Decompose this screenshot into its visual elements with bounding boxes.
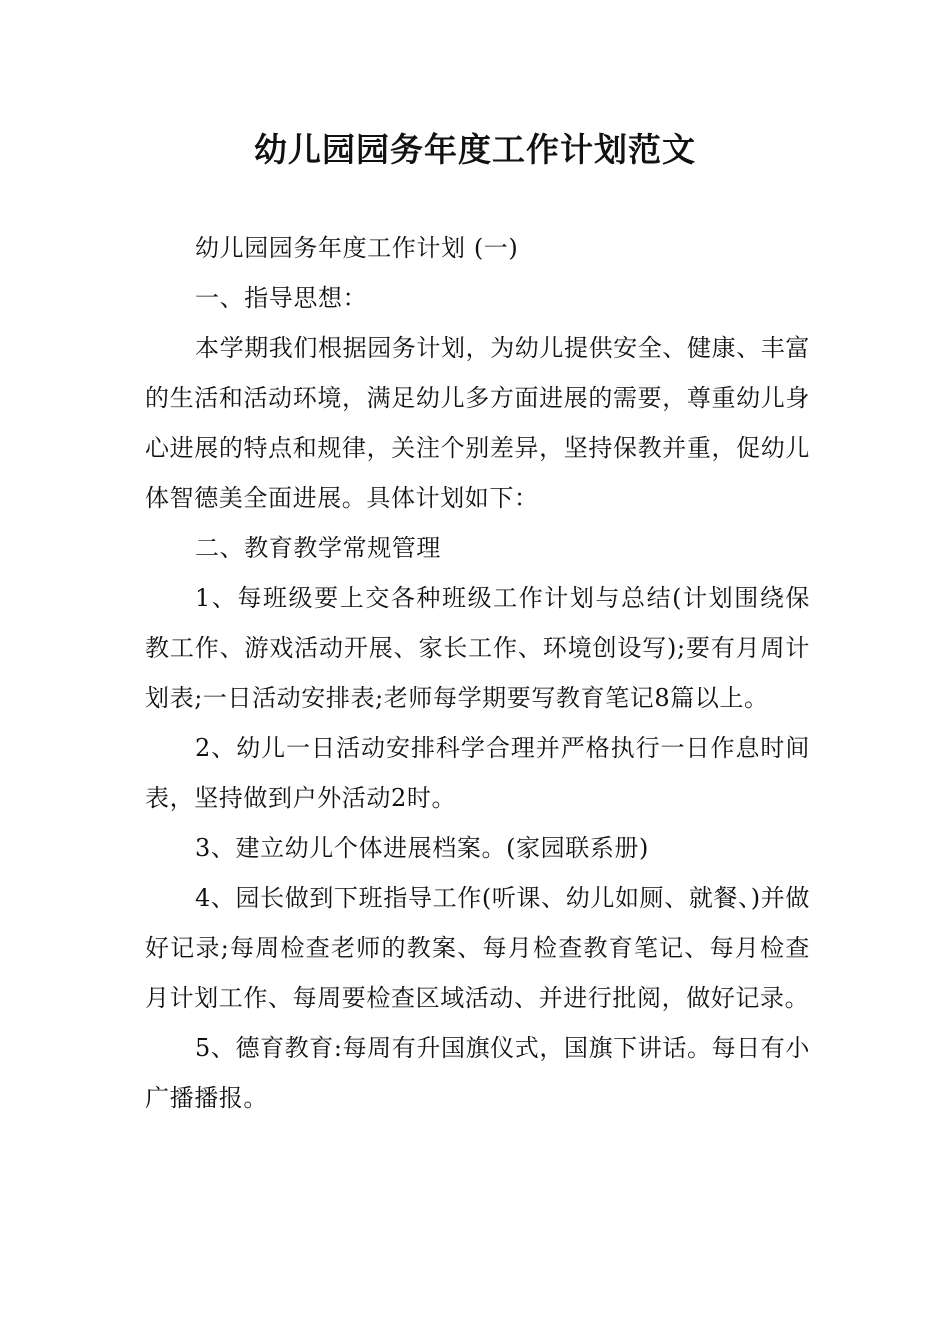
section-heading-teaching-management: 二、教育教学常规管理 [195, 534, 441, 562]
list-item-3: 3、建立幼儿个体进展档案。(家园联系册) [195, 834, 649, 862]
section-heading-guiding-ideas: 一、指导思想： [195, 284, 368, 312]
list-item-2: 2、幼儿一日活动安排科学合理并严格执行一日作息时间表，坚持做到户外活动2时。 [145, 734, 810, 812]
list-item-5: 5、德育教育:每周有升国旗仪式，国旗下讲话。每日有小广播播报。 [145, 1034, 810, 1112]
document-title: 幼儿园园务年度工作计划范文 [254, 130, 696, 169]
list-item-1: 1、每班级要上交各种班级工作计划与总结(计划围绕保教工作、游戏活动开展、家长工作、环境创设写);要有月周计划表;一日活动安排表;老师每学期要写教育笔记8篇以上。 [145, 584, 810, 712]
document-body [145, 223, 810, 1123]
paragraph-guiding-ideas: 本学期我们根据园务计划，为幼儿提供安全、健康、丰富的生活和活动环境，满足幼儿多方面进展的需要，尊重幼儿身心进展的特点和规律，关注个别差异，坚持保教并重，促幼儿体智德美全面进展。具体计划如下： [145, 334, 810, 512]
section-heading-plan-one: 幼儿园园务年度工作计划 (一) [195, 234, 519, 262]
list-item-4: 4、园长做到下班指导工作(听课、幼儿如厕、就餐、)并做好记录;每周检查老师的教案、每月检查教育笔记、每月检查月计划工作、每周要检查区域活动、并进行批阅，做好记录。 [145, 884, 810, 1012]
